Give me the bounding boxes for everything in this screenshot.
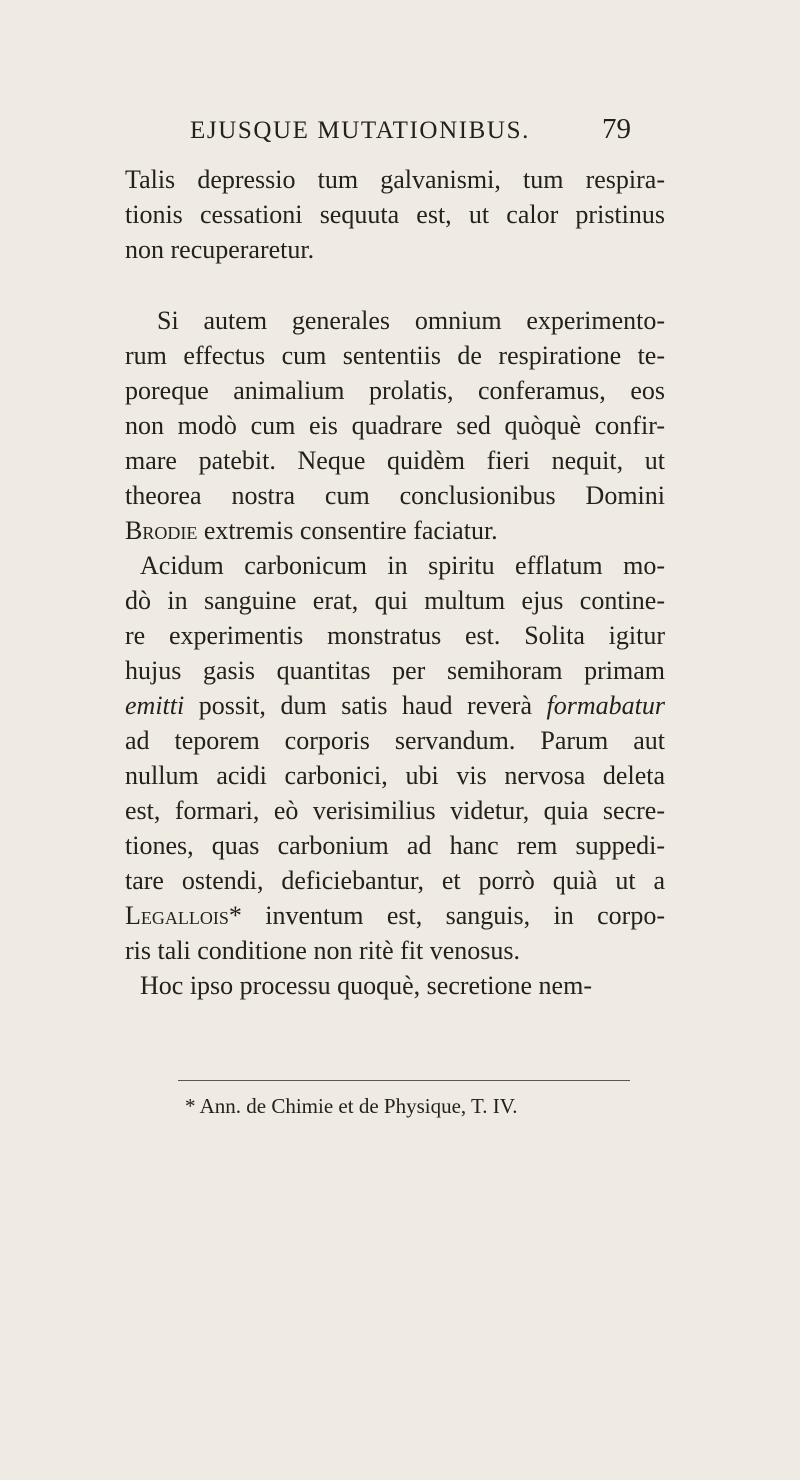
text-line: tare ostendi, deficiebantur, et porrò quià ut a [125,866,665,895]
italic-emitti: emitti [125,691,185,720]
text-line: theorea nostra cum conclusionibus Domini [125,481,665,510]
text-span: * inventum est, sanguis, in corpo- [228,901,665,930]
text-line: Hoc ipso processu quoquè, secretione nem- [140,971,592,1000]
text-line [125,513,665,548]
text-line [125,688,665,723]
text-line: tiones, quas carbonium ad hanc rem suppedi- [125,831,665,860]
footnote: * Ann. de Chimie et de Physique, T. IV. [185,1094,518,1118]
text-line: mare patebit. Neque quidèm fieri nequit, ut [125,446,665,475]
author-name-brodie: Brodie [125,516,198,545]
text-line: est, formari, eò verisimilius videtur, quia secre- [125,796,665,825]
text-line: ad teporem corporis servandum. Parum aut [125,726,665,755]
text-line: rum effectus cum sententiis de respiratione te- [125,341,665,370]
text-line: non recuperaretur. [125,235,315,264]
text-line: poreque animalium prolatis, conferamus, eos [125,376,665,405]
text-line: tionis cessationi sequuta est, ut calor pristinus [125,200,665,229]
text-span: extremis consentire faciatur. [197,516,498,545]
text-line: nullum acidi carbonici, ubi vis nervosa deleta [125,761,665,790]
text-line: non modò cum eis quadrare sed quòquè confir- [125,411,665,440]
text-line: Si autem generales omnium experimento- [157,306,665,335]
running-title: EJUSQUE MUTATIONIBUS. [190,117,530,144]
text-line: ris tali conditione non ritè fit venosus. [125,936,520,965]
paragraph-gap [125,267,665,303]
body-text [125,162,665,1003]
footnote-rule [178,1080,630,1081]
text-line: dò in sanguine erat, qui multum ejus contine- [125,586,665,615]
text-line: re experimentis monstratus est. Solita igitur [125,621,665,650]
text-line: Talis depressio tum galvanismi, tum respira- [125,165,665,194]
page-number: 79 [602,113,631,145]
author-name-legallois: Legallois [125,901,229,930]
italic-formabatur: formabatur [546,691,665,720]
text-line: Acidum carbonicum in spiritu efflatum mo- [140,551,665,580]
text-span: possit, dum satis haud reverà [184,691,547,720]
text-line: hujus gasis quantitas per semihoram primam [125,656,665,685]
text-line [125,898,665,933]
running-head [190,113,631,157]
